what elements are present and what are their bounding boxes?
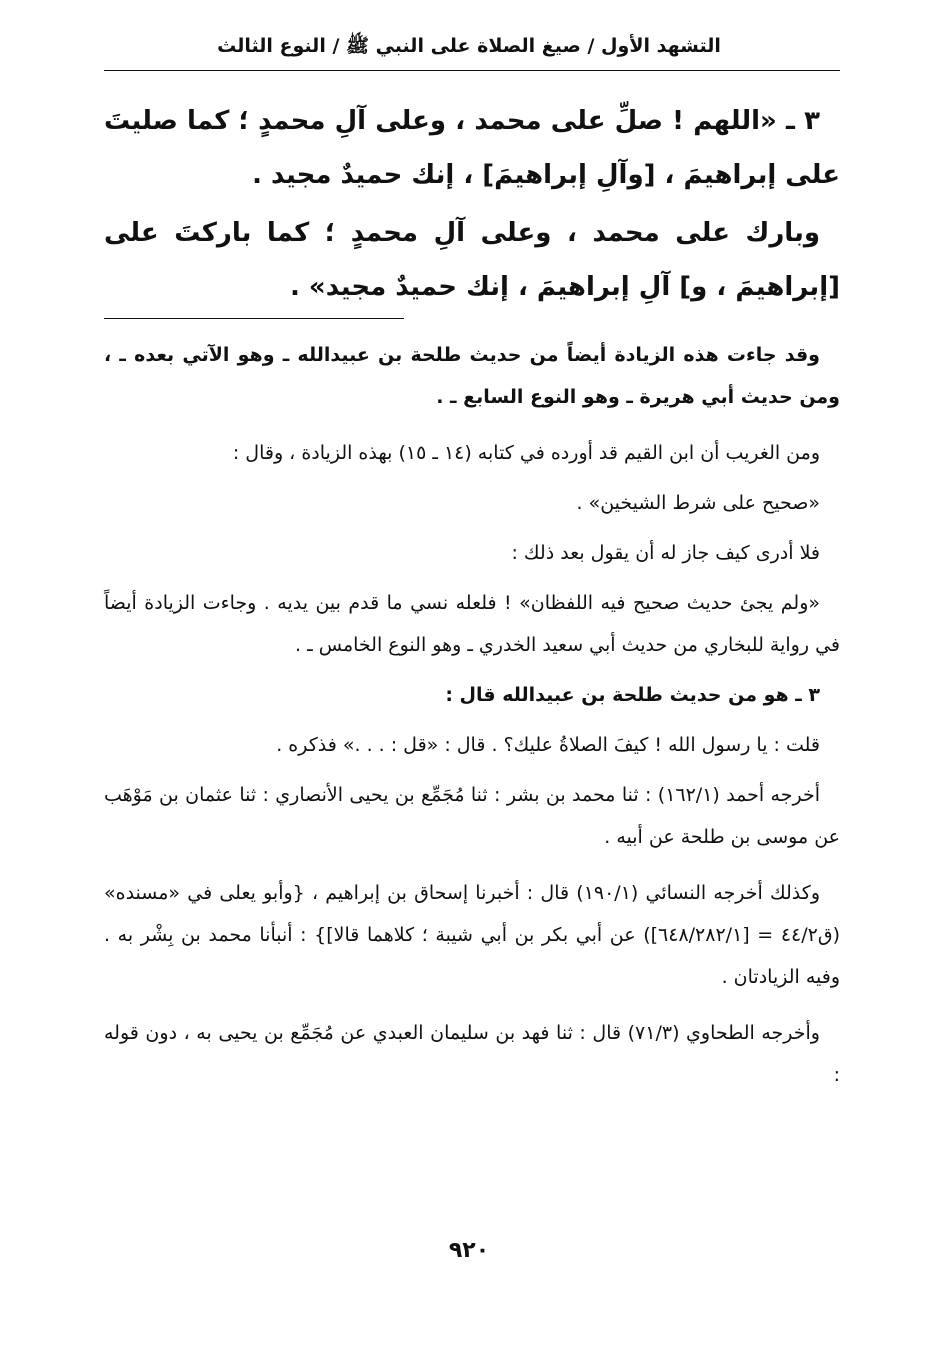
paragraph-nasai: وكذلك أخرجه النسائي (١٩٠/١) قال : أخبرنا إسحاق بن إبراهيم ، {وأبو يعلى في «مسنده» (ق٤٤/٢ = [٦٤٨/٢٨٢/١]) عن أبي بكر بن أبي شيبة ؛ كلاهما قالا]} : أنبأنا محمد بن بِشْر به . وفيه الزيادتان . [104, 882, 841, 988]
paragraph-addition-sources: وقد جاءت هذه الزيادة أيضاً من حديث طلحة بن عبيدالله ـ وهو الآتي بعده ـ ، ومن حديث أبي هريرة ـ وهو النوع السابع ـ . [104, 344, 840, 408]
paragraph-question: قلت : يا رسول الله ! كيفَ الصلاةُ عليك؟ . قال : «قل : . . .» فذكره . [276, 734, 820, 756]
header-rule [104, 70, 840, 71]
paragraph-wonder: فلا أدرى كيف جاز له أن يقول بعد ذلك : [511, 542, 820, 564]
hadith-text-baraka: وبارك على محمد ، وعلى آلِ محمدٍ ؛ كما باركتَ على [إبراهيمَ ، و] آلِ إبراهيمَ ، إنك حميدٌ مجيد» . [104, 218, 840, 302]
page-number: ٩٢٠ [448, 1238, 490, 1263]
running-header: التشهد الأول / صيغ الصلاة على النبي ﷺ / النوع الثالث [217, 35, 721, 57]
footnote-divider [104, 314, 840, 326]
page-body [104, 94, 840, 1096]
paragraph-ahmad: أخرجه أحمد (١٦٢/١) : ثنا محمد بن بشر : ثنا مُجَمِّع بن يحيى الأنصاري : ثنا عثمان بن مَوْهَب عن موسى بن طلحة عن أبيه . [104, 784, 840, 848]
paragraph-quote-lafzan: «ولم يجئ حديث صحيح فيه اللفظان» ! فلعله نسي ما قدم بين يديه . وجاءت الزيادة أيضاً في رواية للبخاري من حديث أبي سعيد الخدري ـ وهو النوع الخامس ـ . [104, 592, 840, 656]
section-heading-talha: ٣ ـ هو من حديث طلحة بن عبيدالله قال : [445, 684, 820, 706]
paragraph-tahawi: وأخرجه الطحاوي (٧١/٣) قال : ثنا فهد بن سليمان العبدي عن مُجَمِّع بن يحيى به ، دون قوله : [104, 1022, 840, 1086]
paragraph-quote-sahih: «صحيح على شرط الشيخين» . [576, 492, 820, 514]
hadith-text-salat: ٣ ـ «اللهم ! صلِّ على محمد ، وعلى آلِ محمدٍ ؛ كما صليتَ على إبراهيمَ ، [وآلِ إبراهيمَ] ، إنك حميدٌ مجيد . [104, 106, 840, 190]
paragraph-ibn-qayyim: ومن الغريب أن ابن القيم قد أورده في كتابه (١٤ ـ ١٥) بهذه الزيادة ، وقال : [232, 442, 820, 464]
